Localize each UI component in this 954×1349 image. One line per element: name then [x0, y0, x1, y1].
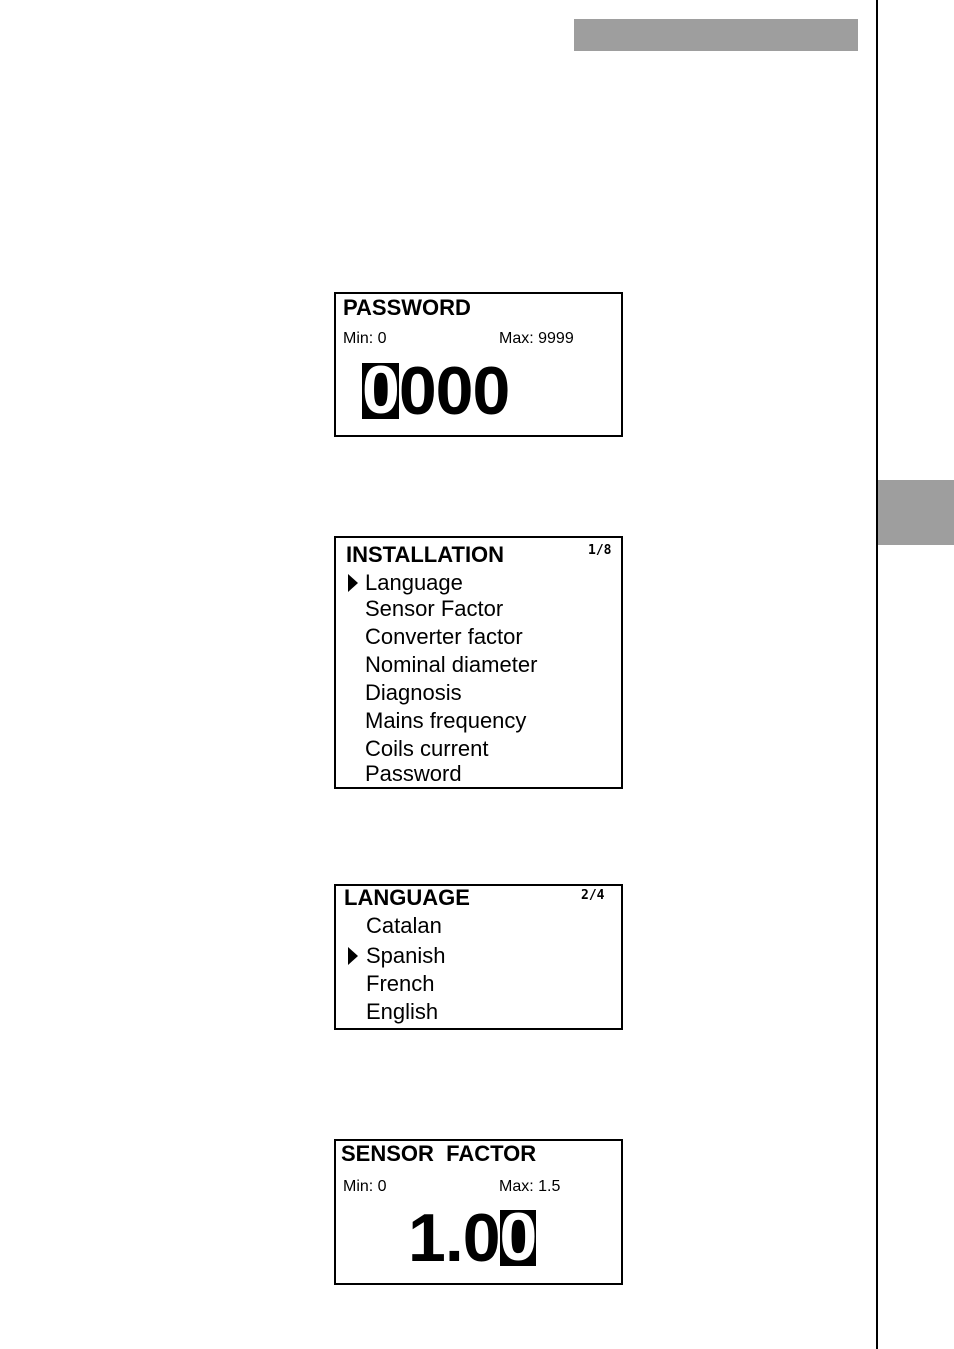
min-label: Min: 0 [343, 330, 387, 347]
menu-item-diagnosis[interactable]: Diagnosis [365, 680, 462, 705]
sensor-factor-screen [334, 1139, 623, 1285]
screen-title: LANGUAGE [344, 885, 470, 910]
menu-item-english[interactable]: English [366, 999, 439, 1024]
page-edge-rule [876, 0, 878, 1349]
max-label: Max: 9999 [499, 330, 574, 347]
cursor-digit[interactable]: 0 [499, 1199, 537, 1275]
menu-item-spanish[interactable]: Spanish [366, 943, 446, 968]
screen-title: INSTALLATION [346, 542, 505, 567]
page-indicator: 2/4 [581, 888, 605, 903]
menu-item-password[interactable]: Password [365, 761, 462, 786]
chapter-tab [878, 480, 954, 545]
header-tab [574, 19, 858, 51]
screen-title: PASSWORD [343, 295, 471, 320]
menu-item-coils-current[interactable]: Coils current [365, 736, 489, 761]
menu-item-mains-frequency[interactable]: Mains frequency [365, 708, 527, 733]
triangle-right-icon [348, 947, 358, 965]
page-indicator: 1/8 [588, 543, 612, 558]
menu-item-converter-factor[interactable]: Converter factor [365, 624, 523, 649]
menu-item-french[interactable]: French [366, 971, 435, 996]
menu-item-sensor-factor[interactable]: Sensor Factor [365, 596, 504, 621]
triangle-right-icon [348, 574, 358, 592]
value-digits: 1.0 [408, 1200, 500, 1276]
menu-item-language[interactable]: Language [365, 570, 463, 595]
menu-item-catalan[interactable]: Catalan [366, 913, 442, 938]
value-digits: 000 [398, 353, 510, 429]
installation-screen [334, 536, 623, 789]
screen-title: SENSOR FACTOR [341, 1141, 537, 1166]
min-label: Min: 0 [343, 1178, 387, 1195]
password-value[interactable] [362, 352, 510, 429]
menu-item-nominal-diameter[interactable]: Nominal diameter [365, 652, 538, 677]
cursor-digit[interactable]: 0 [362, 352, 399, 428]
password-screen [334, 292, 623, 437]
language-screen [334, 884, 623, 1030]
sensor-factor-value[interactable] [408, 1199, 537, 1276]
max-label: Max: 1.5 [499, 1178, 561, 1195]
